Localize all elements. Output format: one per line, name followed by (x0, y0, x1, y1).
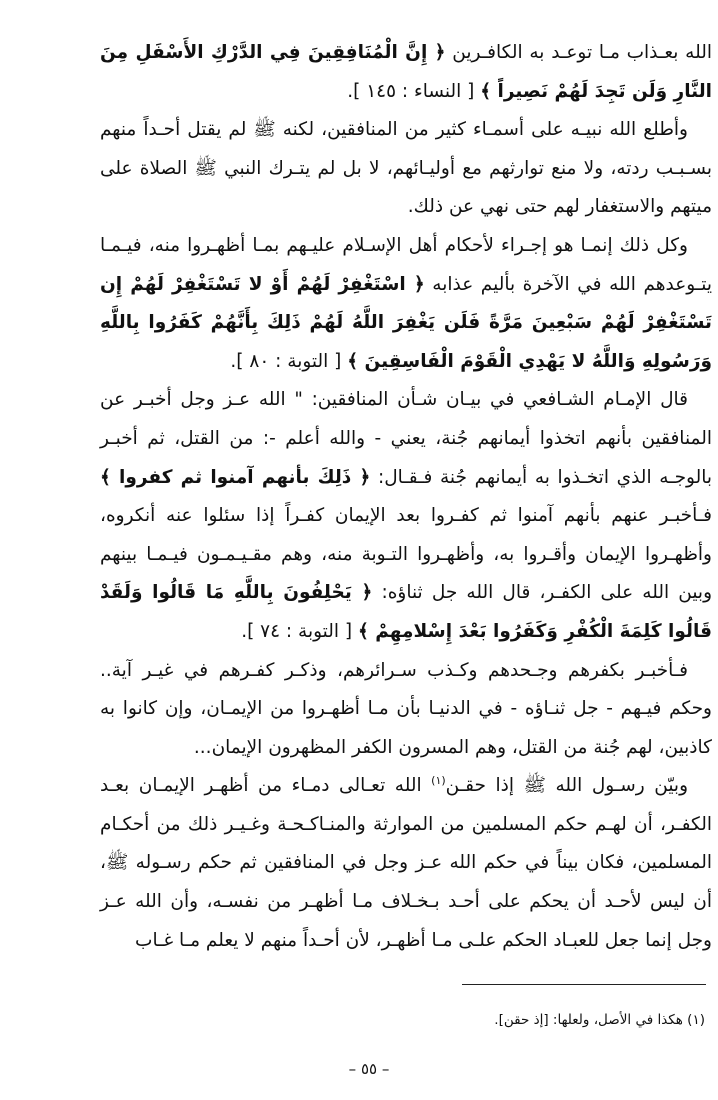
paragraph-1-text: الله بعـذاب مـا توعـد به الكافـرين (445, 42, 712, 63)
quran-verse-tawbah-80: ﴿ اسْتَغْفِرْ لَهُمْ أَوْ لا تَسْتَغْفِرْ لَهُمْ إِن تَسْتَغْفِرْ لَهُمْ سَبْعِينَ مَرَّةً فَلَن يَغْفِرَ اللَّهُ لَهُمْ ذَلِكَ بِأَنَّهُمْ كَفَرُوا بِاللَّهِ وَرَسُولِهِ وَاللَّهُ لا يَهْدِي الْقَوْمَ الْفَاسِقِينَ ﴾ (100, 273, 712, 372)
quran-verse-tawbah-74: ﴿ يَحْلِفُونَ بِاللَّهِ مَا قَالُوا وَلَقَدْ قَالُوا كَلِمَةَ الْكُفْرِ وَكَفَرُوا بَعْدَ إِسْلامِهِمْ ﴾ (100, 582, 712, 642)
quran-verse-nisa-145: ﴿ إِنَّ الْمُنَافِقِينَ فِي الدَّرْكِ الأَسْفَلِ مِنَ النَّارِ وَلَن تَجِدَ لَهُمْ نَصِيراً ﴾ (100, 42, 712, 102)
quran-verse-munafiqun-3: ﴿ ذَلِكَ بأنهم آمنوا ثم كفروا ﴾ (100, 466, 371, 488)
main-text (100, 34, 712, 960)
paragraph-4-text-continued: فـأخبـر عنهم بأنهم آمنوا ثم كفـروا بعد الإيمان كفـراً إذا سئلوا عنه أنكروه، وأظهـروا الإيمان وأقـروا به، وأظهـروا التـوبة منه، وهم مقـيـمـون فيـمـا بينهم وبين الله على الكفـر، قال الله جل ثناؤه: (100, 505, 712, 604)
footnote-divider (462, 984, 706, 985)
paragraph-5 (100, 652, 712, 768)
paragraph-2 (100, 111, 712, 227)
paragraph-6 (100, 767, 712, 960)
verse-reference: [ النساء : ١٤٥ ]. (347, 80, 481, 102)
paragraph-2-text: وأطلع الله نبيـه على أسمـاء كثير من المنافقين، لكنه ﷺ لم يقتل أحـداً منهم بسـبـب ردته، ولا منع توارثهم مع أوليـائهم، لا بل لم يتـرك النبي ﷺ الصلاة على ميتهم والاستغفار لهم حتى نهي عن ذلك. (100, 119, 712, 218)
footnote-marker[interactable]: (١) (431, 774, 446, 788)
verse-reference: [ التوبة : ٨٠ ]. (230, 350, 348, 372)
paragraph-1 (100, 34, 712, 111)
paragraph-6-text-continued: الله تعـالى دمـاء من أظهـر الإيمـان بعـد الكفـر، أن لهـم حكم المسلمين من الموارثة والمنـاكـحـة وغـيـر ذلك من أحكـام المسلمين، فكان بيناً في حكم الله عـز وجل في المنافقين ثم حكم رسـوله ﷺ، أن ليس لأحـد أن يحكم على أحـد بـخـلاف مـا أظهـر من نفسـه، وأن الله عـز وجل إنما جعل للعبـاد الحكم علـى مـا أظهـر، لأن أحـداً منهم لا يعلم مـا غـاب (100, 775, 712, 951)
footnote: (١) هكذا في الأصل، ولعلها: [إذ حقن]. (494, 1012, 705, 1028)
verse-reference: [ التوبة : ٧٤ ]. (241, 620, 359, 642)
paragraph-5-text: فـأخبـر بكفرهم وجـحدهم وكـذب سـرائرهم، وذكـر كفـرهم في غيـر آية.. وحكم فيـهم - جل ثنـاؤه - في الدنيـا بأن مـا أظهـروا من الإيمـان، وإن كانوا به كاذبين، لهم جُنة من القتل، وهم المسرون الكفر المظهرون الإيمان... (100, 659, 712, 758)
paragraph-3-text: وكل ذلك إنمـا هو إجـراء لأحكام أهل الإسـلام عليـهم بمـا أظهـروا منه، فيـمـا يتـوعدهم الله في الآخرة بأليم عذابه (100, 234, 712, 295)
paragraph-3 (100, 227, 712, 381)
page-number: – ٥٥ – (348, 1060, 390, 1078)
paragraph-4 (100, 381, 712, 651)
paragraph-6-text: وبيّن رسـول الله ﷺ إذا حقـن (445, 775, 688, 797)
paragraph-4-text: قال الإمـام الشـافعي في بيـان شـأن المنافقين: " الله عـز وجل أخبـر عن المنافقين بأنهم اتخذوا أيمانهم جُنة، يعني - والله أعلم -: من القتل، ثم أخبـر بالوجـه الذي اتخـذوا به أيمانهم جُنة فـقـال: (100, 389, 712, 488)
